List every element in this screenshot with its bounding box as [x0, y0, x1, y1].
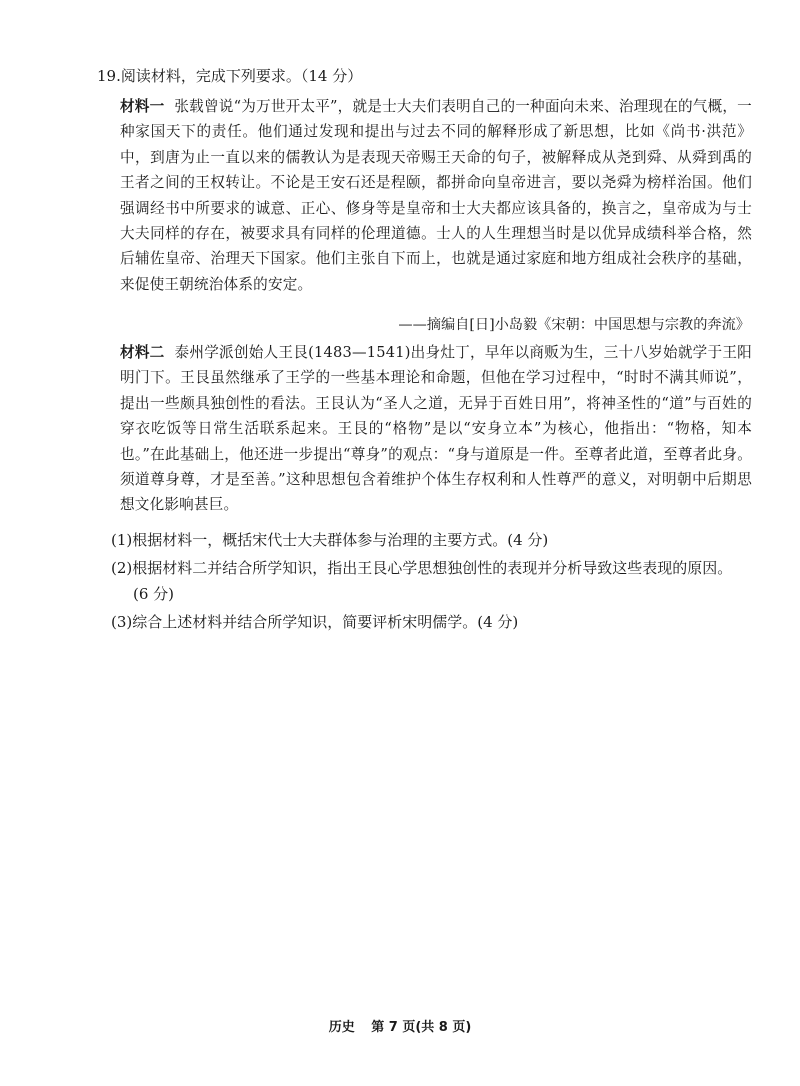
material-one-text: 张载曾说“为万世开太平”，就是士大夫们表明自己的一种面向未来、治理现在的气概，一种家国天下的责任。他们通过发现和提出与过去不同的解释形成了新思想，比如《尚书·洪范》中，到唐为止一直以来的儒教认为是表现天帝赐王天命的句子，被解释成从尧到舜、从舜到禹的王者之间的王权转让。不论是王安石还是程颐，都拼命向皇帝进言，要以尧舜为榜样治国。他们强调经书中所要求的诚意、正心、修身等是皇帝和士大夫都应该具备的，换言之，皇帝成为与士大夫同样的存在，被要求具有同样的伦理道德。士人的人生理想当时是以优异成绩科举合格，然后辅佐皇帝、治理天下国家。他们主张自下而上，也就是通过家庭和地方组成社会秩序的基础，来促使王朝统治体系的安定。	[120, 98, 752, 293]
material-two-label: 材料二	[120, 344, 165, 361]
material-two-paragraph	[120, 340, 752, 518]
sub-question-2-score: (6 分)	[133, 585, 175, 603]
sub-question-2	[111, 555, 756, 607]
sub-question-1: (1)根据材料一，概括宋代士大夫群体参与治理的主要方式。(4 分)	[111, 531, 549, 549]
material-one-label: 材料一	[120, 98, 165, 115]
sub-question-2-line1: (2)根据材料二并结合所学知识，指出王艮心学思想独创性的表现并分析导致这些表现的原因。	[111, 559, 733, 577]
sub-question-3: (3)综合上述材料并结合所学知识，简要评析宋明儒学。(4 分)	[111, 613, 519, 631]
question-title: 19.阅读材料，完成下列要求。（14 分）	[97, 67, 363, 85]
footer-page-number: 第 7 页(共 8 页)	[371, 1020, 472, 1035]
page-footer	[0, 1019, 800, 1037]
material-two-text: 泰州学派创始人王艮(1483—1541)出身灶丁，早年以商贩为生，三十八岁始就学于王阳明门下。王艮虽然继承了王学的一些基本理论和命题，但他在学习过程中，“时时不满其师说”，提出一些颇具独创性的看法。王艮认为“圣人之道，无异于百姓日用”，将神圣性的“道”与百姓的穿衣吃饭等日常生活联系起来。王艮的“格物”是以“安身立本”为核心，他指出：“物格，知本也。”在此基础上，他还进一步提出“尊身”的观点：“身与道原是一件。至尊者此道，至尊者此身。须道尊身尊，才是至善。”这种思想包含着维护个体生存权利和人性尊严的意义，对明朝中后期思想文化影响甚巨。	[120, 344, 752, 514]
footer-subject: 历史	[328, 1020, 355, 1035]
material-one-source: ——摘编自[日]小岛毅《宋朝：中国思想与宗教的奔流》	[398, 317, 750, 333]
material-one-paragraph	[120, 94, 752, 297]
